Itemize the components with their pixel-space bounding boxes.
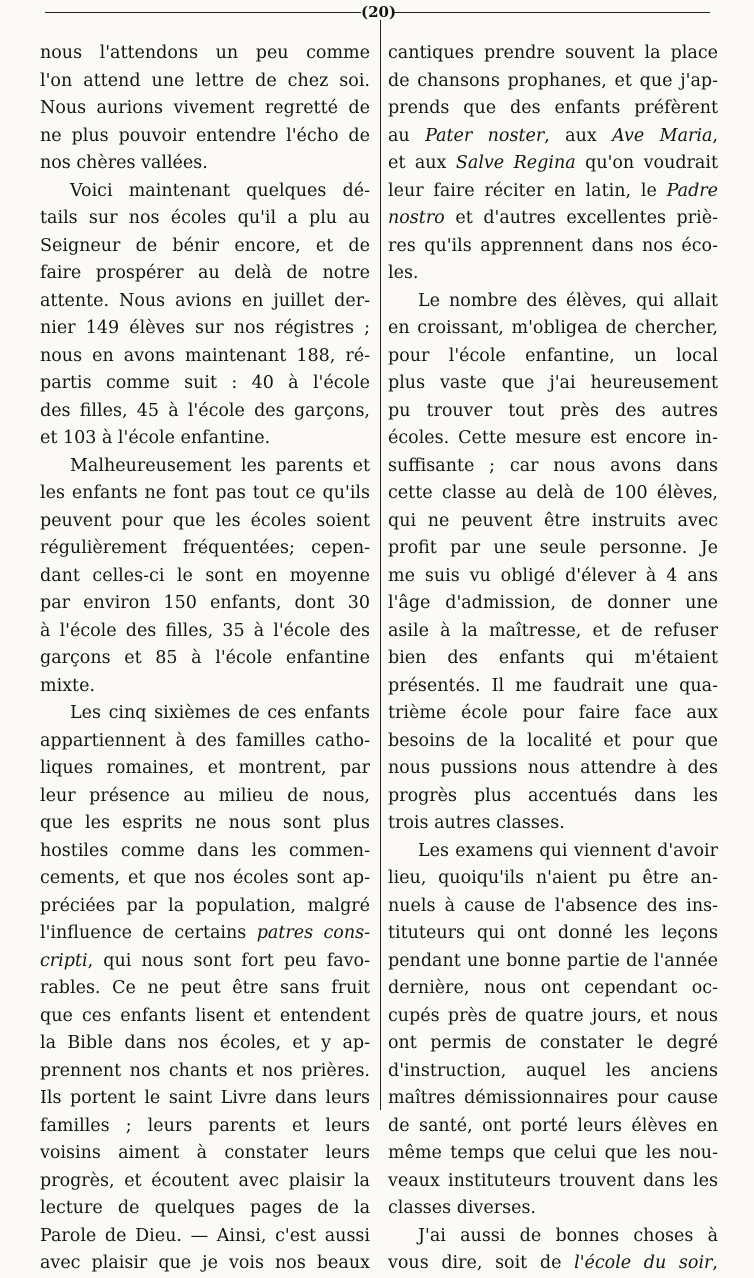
text-run: nous l'attendons un peu comme	[40, 43, 370, 63]
text-run: qu'on voudrait	[575, 153, 718, 173]
text-run: prends que des enfants préfèrent	[388, 98, 718, 118]
text-run: Parole de Dieu. — Ainsi, c'est aussi	[40, 1225, 370, 1246]
text-run: au	[388, 125, 426, 146]
text-run: , aux	[544, 125, 613, 146]
text-run: maîtres démissionnaires pour cause	[388, 1088, 718, 1108]
text-line	[40, 150, 370, 178]
text-line	[388, 700, 718, 728]
text-line	[388, 205, 718, 233]
italic-text: Padre	[666, 180, 718, 201]
text-run: plus vaste que j'ai heureusement	[388, 373, 718, 393]
text-run: pu trouver tout près des autres	[388, 400, 718, 421]
text-column-right	[388, 40, 718, 1278]
text-line	[388, 370, 718, 398]
text-line	[388, 40, 718, 68]
text-run: liques romaines, et montrent, par	[40, 758, 370, 778]
text-run: par environ 150 enfants, dont 30	[40, 593, 370, 613]
text-run: Les examens qui viennent d'avoir	[418, 840, 718, 861]
text-line	[388, 728, 718, 756]
header-rule-left	[45, 12, 361, 13]
text-run: voisins aiment à constater leurs	[40, 1143, 370, 1163]
text-run: l'on attend une lettre de chez soi.	[40, 70, 370, 91]
text-line	[40, 563, 370, 591]
text-line	[40, 123, 370, 151]
text-line	[40, 590, 370, 618]
text-line	[40, 893, 370, 921]
text-line	[40, 1058, 370, 1086]
text-run: suffisante ; car nous avons dans	[388, 455, 718, 476]
italic-text: l'école du soir	[574, 1253, 713, 1273]
text-run: veaux instituteurs trouvent dans les	[388, 1170, 718, 1191]
text-run: que les esprits ne nous sont plus	[40, 813, 370, 833]
text-line	[388, 1223, 718, 1251]
text-line	[388, 288, 718, 316]
text-line	[388, 618, 718, 646]
text-line	[40, 95, 370, 123]
text-line	[40, 975, 370, 1003]
text-run: régulièrement fréquentées; cepen-	[40, 538, 370, 558]
text-line	[40, 398, 370, 426]
text-run: mixte.	[40, 675, 96, 696]
text-line	[388, 480, 718, 508]
text-line	[40, 68, 370, 96]
text-run: garçons et 85 à l'école enfantine	[40, 648, 370, 668]
text-run: cantiques prendre souvent la place	[388, 43, 718, 63]
text-run: à l'école des filles, 35 à l'école des	[40, 620, 370, 641]
text-line	[388, 1003, 718, 1031]
text-line	[388, 1030, 718, 1058]
text-line	[388, 260, 718, 288]
text-run: vous dire, soit de	[388, 1253, 575, 1273]
text-run: préciées par la population, malgré	[40, 895, 370, 916]
text-run: nous en avons maintenant 188, ré-	[40, 345, 370, 366]
text-line	[40, 700, 370, 728]
text-line	[40, 1168, 370, 1196]
text-run: Les cinq sixièmes de ces enfants	[70, 703, 370, 723]
text-run: d'instruction, auquel les anciens	[388, 1060, 718, 1081]
text-line	[40, 920, 370, 948]
text-run: cements, et que nos écoles sont ap-	[40, 868, 370, 888]
text-line	[388, 1085, 718, 1113]
text-line	[40, 425, 370, 453]
text-line	[40, 453, 370, 481]
text-run: trième école pour faire face aux	[388, 703, 718, 723]
text-line	[388, 233, 718, 261]
text-line	[388, 563, 718, 591]
text-run: et d'autres excellentes priè-	[444, 208, 718, 228]
page-number: (20)	[361, 3, 397, 21]
text-run: tituteurs qui ont donné les leçons	[388, 923, 718, 943]
text-line	[40, 205, 370, 233]
italic-text: patres cons-	[256, 923, 371, 943]
text-run: des filles, 45 à l'école des garçons,	[40, 400, 370, 421]
text-line	[40, 673, 370, 701]
text-line	[388, 948, 718, 976]
text-run: Nous aurions vivement regretté de	[40, 98, 370, 118]
text-line	[40, 948, 370, 976]
text-line	[388, 123, 718, 151]
text-run: attente. Nous avions en juillet der-	[40, 290, 370, 311]
text-line	[388, 1113, 718, 1141]
text-line	[40, 1113, 370, 1141]
text-line	[388, 150, 718, 178]
text-line	[40, 728, 370, 756]
text-line	[40, 810, 370, 838]
text-line	[388, 673, 718, 701]
text-run: res qu'ils apprennent dans nos éco-	[388, 235, 718, 256]
text-line	[40, 178, 370, 206]
text-run: nier 149 élèves sur nos régistres ;	[40, 318, 370, 338]
text-run: dant celles-ci le sont en moyenne	[40, 565, 370, 586]
text-line	[40, 865, 370, 893]
text-run: que ces enfants lisent et entendent	[40, 1005, 370, 1026]
text-run: Malheureusement les parents et	[70, 455, 370, 476]
text-run: la Bible dans nos écoles, et y ap-	[40, 1033, 370, 1053]
text-line	[388, 1195, 718, 1223]
text-line	[388, 1168, 718, 1196]
text-run: de santé, ont porté leurs élèves en	[388, 1115, 718, 1136]
text-run: lecture de quelques pages de la	[40, 1198, 370, 1218]
text-run: Le nombre des élèves, qui allait	[418, 290, 718, 311]
text-line	[388, 178, 718, 206]
text-run: cupés près de quatre jours, et nous	[388, 1005, 718, 1026]
text-line	[40, 1085, 370, 1113]
text-run: Voici maintenant quelques dé-	[70, 180, 370, 201]
text-line	[388, 975, 718, 1003]
text-run: ,	[712, 1253, 718, 1273]
text-run: ne plus pouvoir entendre l'écho de	[40, 125, 370, 146]
text-run: peuvent pour que les écoles soient	[40, 510, 370, 531]
text-run: en croissant, m'obligea de chercher,	[388, 318, 718, 338]
text-run: J'ai aussi de bonnes choses à	[418, 1225, 718, 1246]
text-run: leur présence au milieu de nous,	[40, 785, 370, 806]
text-line	[388, 315, 718, 343]
text-run: me suis vu obligé d'élever à 4 ans	[388, 565, 718, 586]
text-run: présentés. Il me faudrait une qua-	[388, 675, 718, 696]
text-line	[40, 1030, 370, 1058]
italic-text: Salve Regina	[455, 153, 576, 173]
text-run: qui ne peuvent être instruits avec	[388, 510, 718, 531]
text-line	[388, 810, 718, 838]
italic-text: nostro	[388, 208, 445, 228]
text-line	[40, 233, 370, 261]
italic-text: Ave Maria	[612, 125, 713, 146]
text-line	[40, 838, 370, 866]
text-run: Seigneur de bénir encore, et de	[40, 235, 370, 256]
text-line	[40, 315, 370, 343]
text-line	[40, 1140, 370, 1168]
italic-text: Pater noster	[425, 125, 545, 146]
text-run: asile à la maîtresse, et de refuser	[388, 620, 718, 641]
text-line	[40, 343, 370, 371]
text-line	[40, 1250, 370, 1278]
text-run: nous pussions nous attendre à des	[388, 758, 718, 778]
text-run: faire prospérer au delà de notre	[40, 263, 370, 283]
text-line	[388, 838, 718, 866]
text-run: besoins de la localité et pour que	[388, 730, 718, 751]
text-run: ont permis de constater le degré	[388, 1033, 718, 1053]
text-run: rables. Ce ne peut être sans fruit	[40, 978, 370, 998]
text-run: nuels à cause de l'absence des ins-	[388, 895, 718, 916]
text-run: progrès plus accentués dans les	[388, 785, 718, 806]
text-line	[388, 343, 718, 371]
text-run: profit par une seule personne. Je	[388, 538, 718, 558]
text-line	[388, 865, 718, 893]
text-run: nos chères vallées.	[40, 153, 208, 173]
text-run: l'influence de certains	[40, 923, 257, 943]
text-run: progrès, et écoutent avec plaisir la	[40, 1170, 370, 1191]
text-run: lieu, quoiqu'ils n'aient pu être an-	[388, 868, 718, 888]
text-line	[388, 590, 718, 618]
text-run: de chansons prophanes, et que j'ap-	[388, 70, 718, 91]
column-divider	[380, 20, 381, 1110]
text-line	[388, 920, 718, 948]
text-line	[40, 1003, 370, 1031]
text-line	[388, 453, 718, 481]
text-run: écoles. Cette mesure est encore in-	[388, 428, 718, 448]
text-run: pendant une bonne partie de l'année	[388, 950, 718, 971]
text-run: l'âge d'admission, de donner une	[388, 593, 718, 613]
text-run: avec plaisir que je vois nos beaux	[40, 1253, 370, 1273]
text-run: tails sur nos écoles qu'il a plu au	[40, 208, 370, 228]
text-run: Ils portent le saint Livre dans leurs	[40, 1088, 370, 1108]
text-run: appartiennent à des familles catho-	[40, 730, 370, 751]
text-line	[40, 645, 370, 673]
text-run: classes diverses.	[388, 1198, 536, 1218]
text-run: trois autres classes.	[388, 813, 565, 833]
text-line	[40, 1223, 370, 1251]
text-line	[40, 535, 370, 563]
text-line	[388, 508, 718, 536]
italic-text: cripti	[40, 950, 88, 971]
text-line	[40, 370, 370, 398]
header-rule-right	[394, 12, 710, 13]
text-line	[40, 508, 370, 536]
text-line	[388, 645, 718, 673]
text-run: même temps que celui que les nou-	[388, 1143, 718, 1163]
text-line	[388, 893, 718, 921]
text-line	[388, 95, 718, 123]
text-run: familles ; leurs parents et leurs	[40, 1115, 370, 1136]
text-run: les enfants ne font pas tout ce qu'ils	[40, 483, 370, 503]
text-line	[388, 1140, 718, 1168]
text-run: prennent nos chants et nos prières.	[40, 1060, 370, 1081]
text-run: les.	[388, 263, 419, 283]
text-run: et 103 à l'école enfantine.	[40, 428, 271, 448]
text-run: cette classe au delà de 100 élèves,	[388, 483, 718, 503]
text-run: ,	[712, 125, 718, 146]
text-line	[40, 480, 370, 508]
text-run: pour l'école enfantine, un local	[388, 345, 718, 366]
text-line	[40, 755, 370, 783]
text-line	[40, 618, 370, 646]
text-line	[388, 535, 718, 563]
text-run: dernière, nous ont cependant oc-	[388, 978, 718, 998]
text-run: et aux	[388, 153, 456, 173]
text-line	[40, 288, 370, 316]
text-line	[40, 40, 370, 68]
text-run: , qui nous sont fort peu favo-	[87, 950, 370, 971]
text-line	[40, 260, 370, 288]
text-line	[40, 1195, 370, 1223]
text-line	[388, 755, 718, 783]
text-run: bien des enfants qui m'étaient	[388, 648, 718, 668]
text-line	[388, 68, 718, 96]
text-line	[388, 1250, 718, 1278]
text-run: hostiles comme dans les commen-	[40, 840, 370, 861]
text-line	[388, 783, 718, 811]
text-line	[40, 783, 370, 811]
text-run: leur faire réciter en latin, le	[388, 180, 667, 201]
text-line	[388, 425, 718, 453]
text-column-left	[40, 40, 370, 1278]
text-line	[388, 1058, 718, 1086]
text-run: partis comme suit : 40 à l'école	[40, 373, 370, 393]
text-line	[388, 398, 718, 426]
